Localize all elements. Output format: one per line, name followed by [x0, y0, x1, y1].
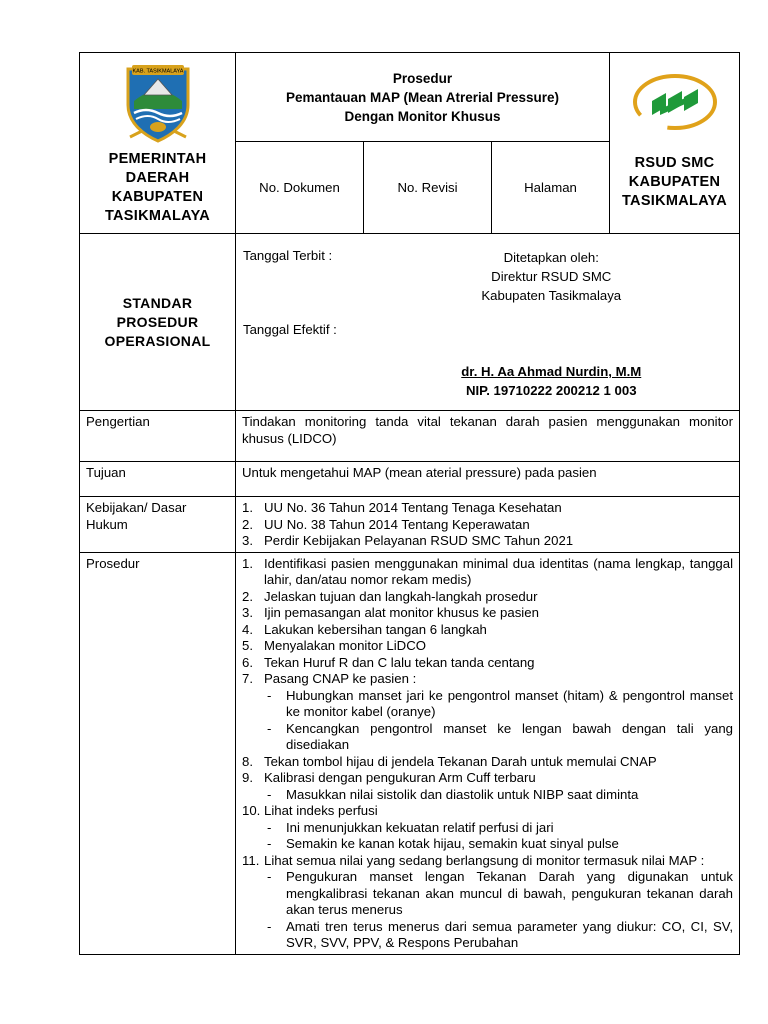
hospital-name-line-3: TASIKMALAYA: [621, 193, 728, 209]
procedure-title-cell: [236, 53, 610, 142]
regency-name-line-4: TASIKMALAYA: [104, 208, 211, 224]
procedure-substep-text: Masukkan nilai sistolik dan diastolik untuk NIBP saat diminta: [286, 786, 639, 802]
dash-marker: -: [267, 720, 272, 736]
page-label: Halaman: [524, 180, 577, 196]
policy-list: [242, 500, 733, 550]
purpose-text: Untuk mengetahui MAP (mean aterial pressure) pada pasien: [236, 462, 740, 497]
procedure-substep: [264, 688, 733, 721]
procedure-label: Prosedur: [80, 552, 236, 954]
emblem-banner-text: KAB. TASIKMALAYA: [132, 68, 183, 75]
policy-item-number: 2.: [242, 516, 253, 532]
procedure-substeps: [264, 688, 733, 754]
procedure-step: [242, 638, 733, 655]
procedure-step: [242, 770, 733, 803]
procedure-step-text: Tekan tombol hijau di jendela Tekanan Darah untuk memulai CNAP: [264, 753, 657, 769]
procedure-step-text: Kalibrasi dengan pengukuran Arm Cuff terbaru: [264, 770, 536, 785]
sop-title-cell: [80, 234, 236, 411]
policy-item: [242, 533, 733, 550]
title-line-2: Pemantauan MAP (Mean Atrerial Pressure): [285, 89, 560, 105]
procedure-step-text: Ijin pemasangan alat monitor khusus ke pasien: [264, 605, 539, 620]
procedure-step-text: Tekan Huruf R dan C lalu tekan tanda centang: [264, 654, 535, 670]
procedure-step-text: Lakukan kebersihan tangan 6 langkah: [264, 621, 487, 637]
title-line-3: Dengan Monitor Khusus: [344, 108, 501, 124]
policy-row: [80, 497, 740, 553]
procedure-step: [242, 605, 733, 622]
dash-marker: -: [267, 819, 272, 835]
procedure-step: [242, 556, 733, 589]
regency-name-line-3: KABUPATEN: [111, 189, 204, 205]
issue-date-label: Tanggal Terbit :: [243, 248, 333, 263]
procedure-substep: [264, 836, 733, 853]
procedure-substep-text: Hubungkan manset jari ke pengontrol manset (hitam) & pengontrol manset ke monitor kabel (oranye): [286, 687, 734, 719]
definition-text: Tindakan monitoring tanda vital tekanan darah pasien menggunakan monitor khusus (LIDCO): [236, 411, 740, 462]
approval-cell: [364, 234, 740, 411]
procedure-step: [242, 655, 733, 672]
policy-label-line-2: Hukum: [86, 516, 128, 532]
dates-cell: [236, 234, 364, 411]
procedure-substep: [264, 721, 733, 754]
procedure-step-number: 1.: [242, 555, 253, 571]
procedure-step-number: 2.: [242, 588, 253, 604]
procedure-step-text: Lihat indeks perfusi: [264, 803, 378, 818]
regency-name-line-1: PEMERINTAH: [108, 151, 207, 167]
page-cell: [492, 142, 610, 234]
sop-title-line-1: STANDAR: [122, 294, 193, 311]
policy-item-number: 3.: [242, 533, 253, 548]
procedure-step-number: 8.: [242, 753, 253, 769]
dash-marker: -: [267, 836, 272, 851]
policy-content: [236, 497, 740, 553]
policy-item: [242, 500, 733, 517]
procedure-step: [242, 622, 733, 639]
dash-marker: -: [267, 869, 272, 884]
procedure-step-text: Pasang CNAP ke pasien :: [264, 671, 417, 686]
procedure-step-text: Jelaskan tujuan dan langkah-langkah prosedur: [264, 588, 538, 604]
policy-item-text: Perdir Kebijakan Pelayanan RSUD SMC Tahun 2021: [264, 533, 574, 548]
procedure-step-text: Identifikasi pasien menggunakan minimal dua identitas (nama lengkap, tanggal lahir, dan/atau nomor rekam medis): [264, 555, 734, 587]
rsud-smc-logo-icon: [630, 71, 720, 133]
signer-name: dr. H. Aa Ahmad Nurdin, M.M: [461, 364, 642, 379]
procedure-step-number: 6.: [242, 654, 253, 670]
procedure-content: [236, 552, 740, 954]
procedure-step-number: 9.: [242, 770, 253, 785]
dash-marker: -: [267, 687, 272, 703]
approval-line-3: Kabupaten Tasikmalaya: [481, 288, 622, 303]
procedure-step: [242, 754, 733, 771]
procedure-substep-text: Amati tren terus menerus dari semua parameter yang diukur: CO, CI, SV, SVR, SVV, PPV, & Respons Perubahan: [286, 918, 734, 950]
procedure-step-number: 11.: [242, 852, 260, 868]
sop-document: [79, 52, 739, 955]
purpose-row: [80, 462, 740, 497]
procedure-substep-text: Kencangkan pengontrol manset ke lengan bawah dengan tali yang disediakan: [286, 720, 734, 752]
revision-number-cell: [364, 142, 492, 234]
signer-nip: NIP. 19710222 200212 1 003: [465, 383, 637, 398]
purpose-label: Tujuan: [80, 462, 236, 497]
document-number-cell: [236, 142, 364, 234]
approval-line-2: Direktur RSUD SMC: [491, 269, 612, 284]
procedure-substep: [264, 787, 733, 804]
procedure-step-text: Menyalakan monitor LiDCO: [264, 638, 426, 653]
procedure-substeps: [264, 869, 733, 952]
procedure-substep: [264, 820, 733, 837]
sop-title-line-2: PROSEDUR: [116, 313, 199, 330]
procedure-step: [242, 589, 733, 606]
policy-label: [80, 497, 236, 553]
effective-date-label: Tanggal Efektif :: [243, 322, 337, 337]
policy-item-number: 1.: [242, 500, 253, 515]
regency-name-line-2: DAERAH: [125, 170, 190, 186]
procedure-step: [242, 671, 733, 754]
title-line-1: Prosedur: [392, 70, 453, 86]
procedure-step-number: 7.: [242, 671, 253, 686]
policy-item-text: UU No. 38 Tahun 2014 Tentang Keperawatan: [264, 516, 530, 532]
hospital-header-cell: [610, 53, 740, 234]
sop-table: [79, 52, 740, 955]
procedure-step-number: 5.: [242, 638, 253, 653]
approval-line-1: Ditetapkan oleh:: [503, 250, 599, 265]
procedure-substep-text: Semakin ke kanan kotak hijau, semakin kuat sinyal pulse: [286, 836, 619, 851]
procedure-substeps: [264, 787, 733, 804]
procedure-row: [80, 552, 740, 954]
procedure-substep-text: Pengukuran manset lengan Tekanan Darah yang digunakan untuk mengkalibrasi tekanan akan muncul di bawah, pengukuran tekanan darah akan terus menerus: [286, 869, 734, 917]
definition-row: [80, 411, 740, 462]
revision-number-label: No. Revisi: [397, 180, 458, 196]
procedure-step-number: 10.: [242, 803, 261, 818]
definition-label: Pengertian: [80, 411, 236, 462]
procedure-step-number: 3.: [242, 605, 253, 620]
procedure-substep: [264, 919, 733, 952]
procedure-step-text: Lihat semua nilai yang sedang berlangsung di monitor termasuk nilai MAP :: [264, 852, 705, 868]
policy-item: [242, 517, 733, 534]
procedure-step: [242, 853, 733, 952]
sop-title-line-3: OPERASIONAL: [104, 332, 211, 349]
regency-header-cell: [80, 53, 236, 234]
procedure-step-number: 4.: [242, 621, 253, 637]
procedure-list: [242, 556, 733, 952]
policy-label-line-1: Kebijakan/ Dasar: [86, 500, 187, 515]
hospital-name-line-1: RSUD SMC: [634, 155, 715, 171]
document-number-label: No. Dokumen: [259, 180, 340, 196]
procedure-substeps: [264, 820, 733, 853]
policy-item-text: UU No. 36 Tahun 2014 Tentang Tenaga Kesehatan: [264, 500, 562, 515]
dash-marker: -: [267, 918, 272, 934]
dash-marker: -: [267, 786, 272, 802]
procedure-step: [242, 803, 733, 853]
procedure-substep: [264, 869, 733, 919]
procedure-substep-text: Ini menunjukkan kekuatan relatif perfusi di jari: [286, 819, 554, 835]
hospital-name-line-2: KABUPATEN: [628, 174, 721, 190]
tasikmalaya-regency-emblem-icon: [122, 61, 194, 143]
